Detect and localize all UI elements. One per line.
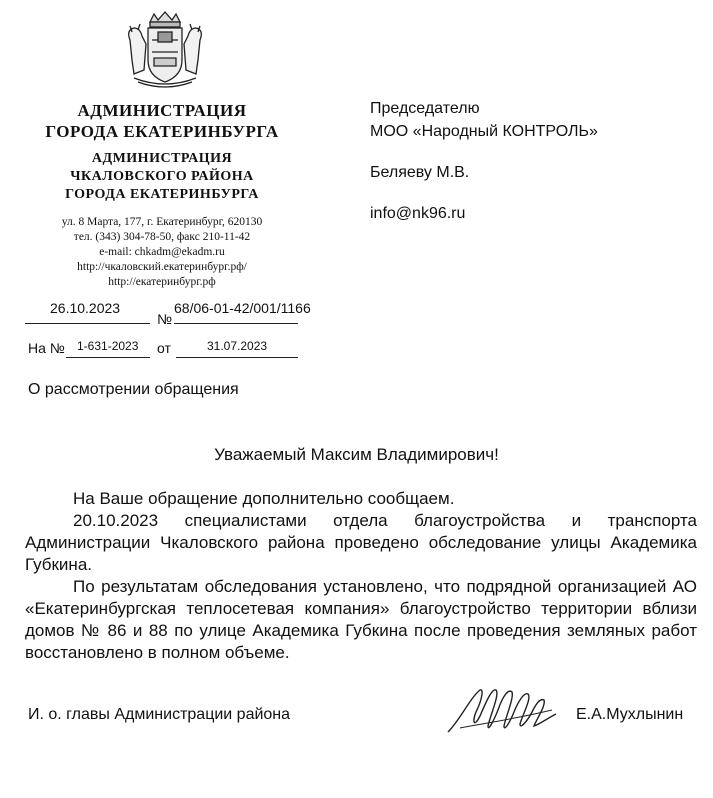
outgoing-date: 26.10.2023 bbox=[50, 300, 121, 316]
body-paragraph-2: 20.10.2023 специалистами отдела благоустройства и транспорта Администрации Чкаловского района проведено обследование улицы Академика Губкина. bbox=[25, 511, 697, 574]
addressee-block bbox=[370, 97, 598, 225]
body-paragraph-3: По результатам обследования установлено, что подрядной организацией АО «Екатеринбургская теплосетевая компания» благоустройство территории вблизи домов № 86 и 88 по улице Академика Губкина после проведения земляных работ восстановлено в полном объеме. bbox=[25, 577, 697, 662]
outgoing-number-label: № bbox=[157, 311, 173, 327]
addressee-email: info@nk96.ru bbox=[370, 205, 466, 222]
org-email: e-mail: chkadm@ekadm.ru bbox=[99, 246, 225, 258]
coat-of-arms-icon bbox=[120, 10, 210, 90]
org-subtitle bbox=[22, 150, 302, 204]
outgoing-date-underline bbox=[25, 323, 150, 324]
signer-position: И. о. главы Администрации района bbox=[28, 706, 291, 723]
org-contacts bbox=[22, 215, 302, 290]
outgoing-number: 68/06-01-42/001/1166 bbox=[174, 300, 311, 316]
handwritten-signature-icon bbox=[440, 680, 560, 740]
reference-date-underline bbox=[176, 357, 298, 358]
org-site2: http://екатеринбург.рф bbox=[108, 276, 216, 288]
org-subtitle-line1: АДМИНИСТРАЦИЯ bbox=[91, 151, 233, 166]
signer-name: Е.А.Мухлынин bbox=[576, 706, 684, 723]
addressee-name: Беляеву М.В. bbox=[370, 164, 470, 181]
org-site1: http://чкаловский.екатеринбург.рф/ bbox=[77, 261, 247, 273]
reference-number: 1-631-2023 bbox=[77, 339, 139, 353]
org-title bbox=[22, 100, 302, 142]
outgoing-number-underline bbox=[174, 323, 298, 324]
addressee-line1: Председателю bbox=[370, 100, 480, 117]
org-phone: тел. (343) 304-78-50, факс 210-11-42 bbox=[73, 231, 251, 243]
addressee-line2: МОО «Народный КОНТРОЛЬ» bbox=[370, 123, 598, 140]
org-title-line2: ГОРОДА ЕКАТЕРИНБУРГА bbox=[45, 122, 279, 141]
org-title-line1: АДМИНИСТРАЦИЯ bbox=[77, 101, 247, 120]
body-paragraph-1: На Ваше обращение дополнительно сообщаем. bbox=[73, 489, 455, 508]
reference-number-underline bbox=[66, 357, 150, 358]
reference-label: На № bbox=[28, 340, 65, 356]
reference-from-label: от bbox=[157, 340, 171, 356]
letter-subject: О рассмотрении обращения bbox=[28, 381, 239, 398]
letter-greeting: Уважаемый Максим Владимирович! bbox=[214, 445, 499, 464]
org-address: ул. 8 Марта, 177, г. Екатеринбург, 620130 bbox=[61, 216, 263, 228]
reference-date: 31.07.2023 bbox=[207, 339, 268, 353]
letter-body bbox=[25, 488, 697, 664]
org-subtitle-line3: ГОРОДА ЕКАТЕРИНБУРГА bbox=[65, 187, 259, 202]
org-subtitle-line2: ЧКАЛОВСКОГО РАЙОНА bbox=[70, 169, 254, 184]
